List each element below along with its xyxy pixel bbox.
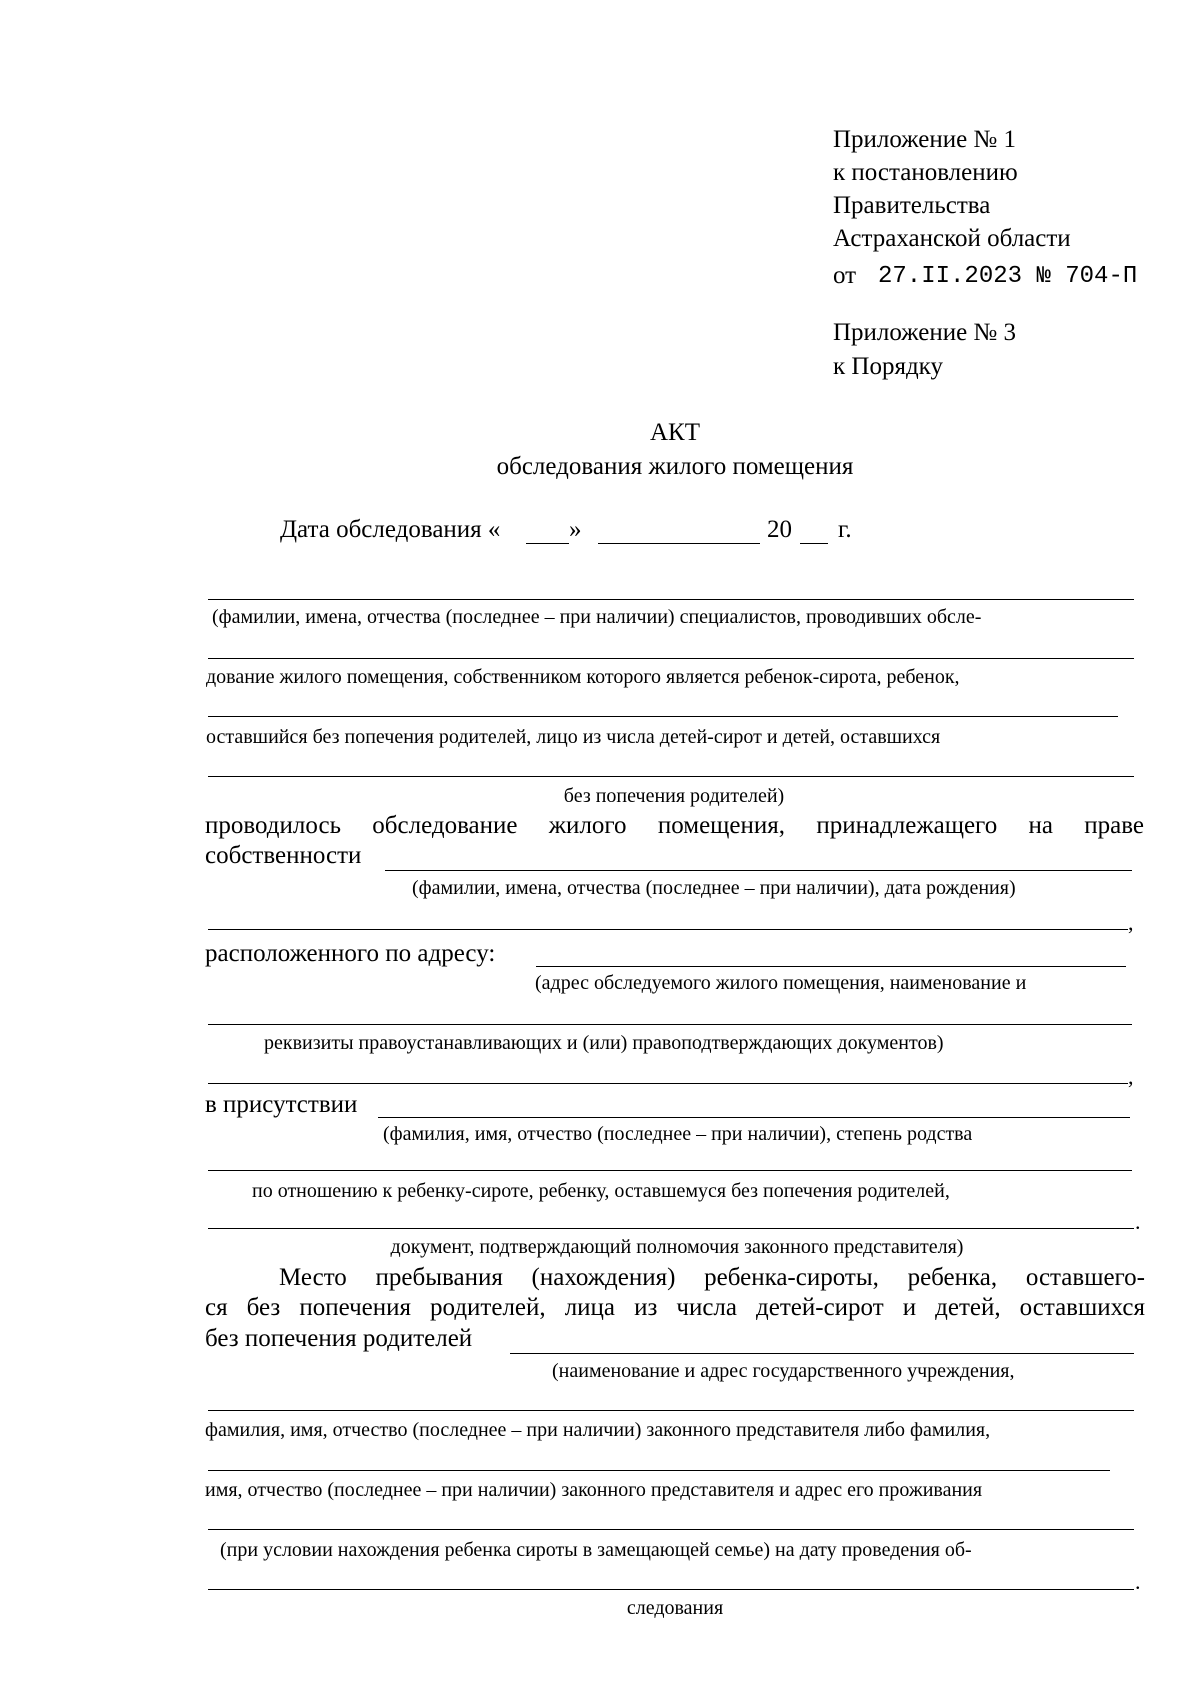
act-subtitle: обследования жилого помещения bbox=[496, 453, 854, 480]
presence-hint-1: (фамилия, имя, отчество (последнее – при наличии), степень родства bbox=[383, 1123, 973, 1145]
close-quote: » bbox=[569, 516, 582, 543]
survey-date-label: Дата обследования « bbox=[280, 516, 501, 543]
specialists-hint-3: оставшийся без попечения родителей, лицо из числа детей-сирот и детей, оставшихся bbox=[206, 726, 941, 748]
presence-fill-line bbox=[378, 1117, 1130, 1118]
address-hint-1: (адрес обследуемого жилого помещения, наименование и bbox=[535, 972, 1027, 994]
specialists-fill-line-4 bbox=[208, 776, 1134, 777]
location-text-3: без попечения родителей bbox=[205, 1325, 473, 1352]
year-prefix: 20 bbox=[767, 516, 792, 543]
address-comma: , bbox=[1128, 1064, 1134, 1089]
presence-fill-line-2 bbox=[208, 1170, 1132, 1171]
year-suffix: г. bbox=[838, 516, 852, 543]
specialists-fill-line-3 bbox=[208, 716, 1118, 717]
address-fill-line-3 bbox=[208, 1083, 1128, 1084]
appendix-1-label: Приложение № 1 bbox=[833, 126, 1017, 153]
to-resolution-label: к постановлению bbox=[833, 159, 1018, 186]
address-fill-line-2 bbox=[208, 1024, 1132, 1025]
location-dot: . bbox=[1135, 1569, 1141, 1594]
location-fill-line bbox=[510, 1353, 1134, 1354]
location-fill-line-5 bbox=[208, 1589, 1134, 1590]
location-text-1: Место пребывания (нахождения) ребенка-сироты, ребенка, оставшего- bbox=[279, 1264, 1145, 1291]
to-procedure-label: к Порядку bbox=[833, 353, 943, 380]
ownership-comma: , bbox=[1128, 910, 1134, 935]
presence-label: в присутствии bbox=[205, 1091, 358, 1118]
owner-fill-line bbox=[385, 870, 1132, 871]
region-label: Астраханской области bbox=[833, 225, 1071, 252]
presence-fill-line-3 bbox=[208, 1228, 1134, 1229]
from-label: от bbox=[833, 262, 857, 289]
month-blank-line bbox=[598, 543, 760, 544]
ownership-text-1: проводилось обследование жилого помещения, принадлежащего на праве bbox=[205, 812, 1144, 839]
appendix-3-label: Приложение № 3 bbox=[833, 319, 1017, 346]
location-hint-2: фамилия, имя, отчество (последнее – при наличии) законного представителя либо фамилия, bbox=[205, 1419, 991, 1441]
specialists-fill-line-1 bbox=[208, 599, 1134, 600]
specialists-hint-4: без попечения родителей) bbox=[563, 785, 785, 807]
government-label: Правительства bbox=[833, 192, 991, 219]
specialists-hint-2: дование жилого помещения, собственником которого является ребенок-сирота, ребенок, bbox=[206, 666, 960, 688]
address-fill-line bbox=[536, 966, 1126, 967]
address-hint-2: реквизиты правоустанавливающих и (или) правоподтверждающих документов) bbox=[264, 1032, 944, 1054]
act-title: АКТ bbox=[650, 419, 700, 446]
location-fill-line-2 bbox=[208, 1410, 1134, 1411]
location-fill-line-4 bbox=[208, 1529, 1134, 1530]
presence-hint-2: по отношению к ребенку-сироте, ребенку, оставшемуся без попечения родителей, bbox=[252, 1180, 950, 1202]
presence-dot: . bbox=[1135, 1209, 1141, 1234]
ownership-text-2: собственности bbox=[205, 842, 362, 869]
location-hint-1: (наименование и адрес государственного учреждения, bbox=[552, 1360, 1015, 1382]
owner-fill-line-2 bbox=[208, 929, 1128, 930]
specialists-hint-1: (фамилии, имена, отчества (последнее – при наличии) специалистов, проводивших обсле- bbox=[212, 606, 982, 628]
location-hint-5: следования bbox=[626, 1597, 724, 1619]
day-blank-line bbox=[526, 543, 569, 544]
location-text-2: ся без попечения родителей, лица из числа детей-сирот и детей, оставшихся bbox=[205, 1294, 1145, 1321]
year-blank-line bbox=[800, 543, 828, 544]
location-fill-line-3 bbox=[208, 1470, 1110, 1471]
specialists-fill-line-2 bbox=[208, 658, 1134, 659]
location-hint-4: (при условии нахождения ребенка сироты в замещающей семье) на дату проведения об- bbox=[220, 1539, 972, 1561]
presence-hint-3: документ, подтверждающий полномочия законного представителя) bbox=[390, 1236, 964, 1258]
ownership-hint: (фамилии, имена, отчества (последнее – при наличии), дата рождения) bbox=[412, 877, 1016, 899]
location-hint-3: имя, отчество (последнее – при наличии) законного представителя и адрес его проживания bbox=[205, 1479, 983, 1501]
address-label: расположенного по адресу: bbox=[205, 940, 496, 967]
resolution-date-number: 27.II.2023 № 704-П bbox=[878, 263, 1138, 290]
